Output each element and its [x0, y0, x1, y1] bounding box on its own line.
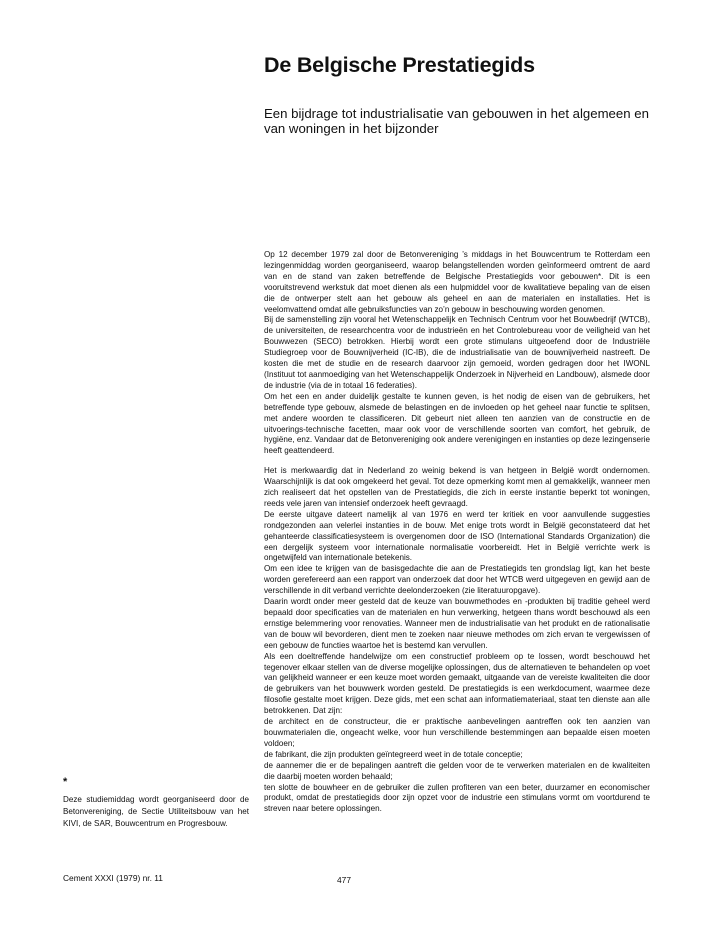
body-paragraph: Daarin wordt onder meer gesteld dat de keuze van bouwmethodes en -produkten bij traditie geheel werd bepaald door specificaties van de materialen en hun verwerking, hetgeen thans wordt beschouwd als een ernstige belemmering voor renovaties. Wanneer men de industrialisatie van het produkt en de rationalisatie van de bouw wil bevorderen, dient men te zoeken naar nieuwe methodes om zich ervan te vergewissen of een gebouw de functies waartoe het is bestemd kan vervullen. [264, 597, 650, 650]
article-body [264, 250, 650, 815]
list-item: de architect en de constructeur, die er praktische aanbevelingen aantreffen ook ten aanzien van bouwmaterialen die, ongeacht welke, voor hun verschillende bestemmingen aan bepaalde eisen moeten voldoen; [264, 717, 650, 748]
body-paragraph: Bij de samenstelling zijn vooral het Wetenschappelijk en Technisch Centrum voor het Bouwbedrijf (WTCB), de universiteiten, de researchcentra voor de industrieën en het Controlebureau voor de veiligheid van het Bouwwezen (SECO) betrokken. Hierbij wordt een grote stimulans uitgeoefend door de Industriële Studiegroep voor de Bouwnijverheid (IC-IB), die de industrialisatie van de bouwnijverheid nastreeft. De kosten die met de studie en de research daarvoor zijn gemoeid, worden gedragen door het IWONL (Instituut tot aanmoediging van het Wetenschappelijk Onderzoek in Nijverheid en Landbouw), alsmede door de industrie (via de in totaal 16 federaties). [264, 315, 650, 390]
footnote-text: Deze studiemiddag wordt georganiseerd door de Betonvereniging, de Sectie Utiliteitsbouw van het KIVI, de SAR, Bouwcentrum en Progresbouw. [63, 795, 249, 828]
body-paragraph: Als een doeltreffende handelwijze om een constructief probleem op te lossen, wordt beschouwd het tegenover elkaar stellen van de diverse mogelijke oplossingen, dus de alternatieven te behandelen op voet van gelijkheid wanneer er een keuze moet worden gemaakt, uitgaande van de vereiste kwaliteiten die door de gebruikers van het bouwwerk worden gesteld. De prestatiegids is een werkdocument, waarmee deze filosofie gestalte moet krijgen. Deze gids, met een schat aan informatiemateriaal, staat ten dienste aan alle betrokkenen. Dat zijn: [264, 651, 650, 716]
article-title: De Belgische Prestatiegids [264, 53, 535, 77]
body-paragraph: Om een idee te krijgen van de basisgedachte die aan de Prestatiegids ten grondslag ligt, kan het beste worden gerefereerd aan een rapport van onderzoek dat door het WTCB werd uitgegeven en gewijd aan de verschillende in dit verband verrichte deelonderzoeken (zie literatuuropgave). [264, 564, 650, 596]
article-subtitle: Een bijdrage tot industrialisatie van gebouwen in het algemeen en van woningen in het bijzonder [264, 106, 649, 136]
journal-reference: Cement XXXI (1979) nr. 11 [63, 873, 163, 883]
list-item: de fabrikant, die zijn produkten geïntegreerd weet in de totale conceptie; [264, 749, 523, 759]
page-number: 477 [337, 875, 351, 885]
list-item: ten slotte de bouwheer en de gebruiker die zullen profiteren van een beter, duurzamer en economischer produkt, omdat de prestatiegids door zijn opzet voor de industrie een stimulans vormt om voortdurend te streven naar betere oplossingen. [264, 782, 650, 814]
body-paragraph: De eerste uitgave dateert namelijk al van 1976 en werd ter kritiek en voor aanvullende suggesties rondgezonden aan velerlei instanties in de bouw. Met enige trots wordt in België geconstateerd dat het gehanteerde classificatiesysteem is overgenomen door de ISO (International Standards Organization) die een dergelijk systeem voor internationale normalisatie voorbereidt. Het in België verrichte werk is ongetwijfeld van internationale betekenis. [264, 509, 650, 563]
body-paragraph: Op 12 december 1979 zal door de Betonvereniging ’s middags in het Bouwcentrum te Rotterdam een lezingenmiddag worden georganiseerd, waarop belangstellenden worden geïnformeerd omtrent de aard van en de stand van zaken betreffende de Belgische Prestatiegids voor gebouwen*. Dit is een vooruitstrevend werkstuk dat moet dienen als een hulpmiddel voor de kwalitatieve bepaling van de eisen die de ontwerper stelt aan het gebouw als geheel en aan de materialen en installaties. Het is veelomvattend omdat alle gebruiksfuncties van zo’n gebouw in beschouwing worden genomen. [264, 250, 650, 314]
list-item: de aannemer die er de bepalingen aantreft die gelden voor de te verwerken materialen en de kwaliteiten die daarbij moeten worden behaald; [264, 760, 650, 781]
body-paragraph: Het is merkwaardig dat in Nederland zo weinig bekend is van hetgeen in België wordt ondernomen. Waarschijnlijk is dat ook omgekeerd het geval. Tot deze opmerking komt men al gemakkelijk, wanneer men zich realiseert dat het opstellen van de Prestatiegids, die zich in eerste instantie beperkt tot woningen, reeds vele jaren van intensief onderzoek heeft gevraagd. [264, 466, 650, 508]
body-paragraph: Om het een en ander duidelijk gestalte te kunnen geven, is het nodig de eisen van de gebruikers, het betreffende type gebouw, alsmede de belastingen en de invloeden op het geheel naar functie te splitsen, met andere woorden te classificeren. Dit gebeurt niet alleen ten aanzien van de constructie en de uitvoerings-technische facetten, maar ook voor de verschillende soorten van comfort, het gebruik, de hygiëne, enz. Vandaar dat de Betonvereniging ook andere verenigingen en instanties op deze lezingenserie heeft geattendeerd. [264, 391, 650, 456]
footnote-mark: * [63, 776, 68, 788]
